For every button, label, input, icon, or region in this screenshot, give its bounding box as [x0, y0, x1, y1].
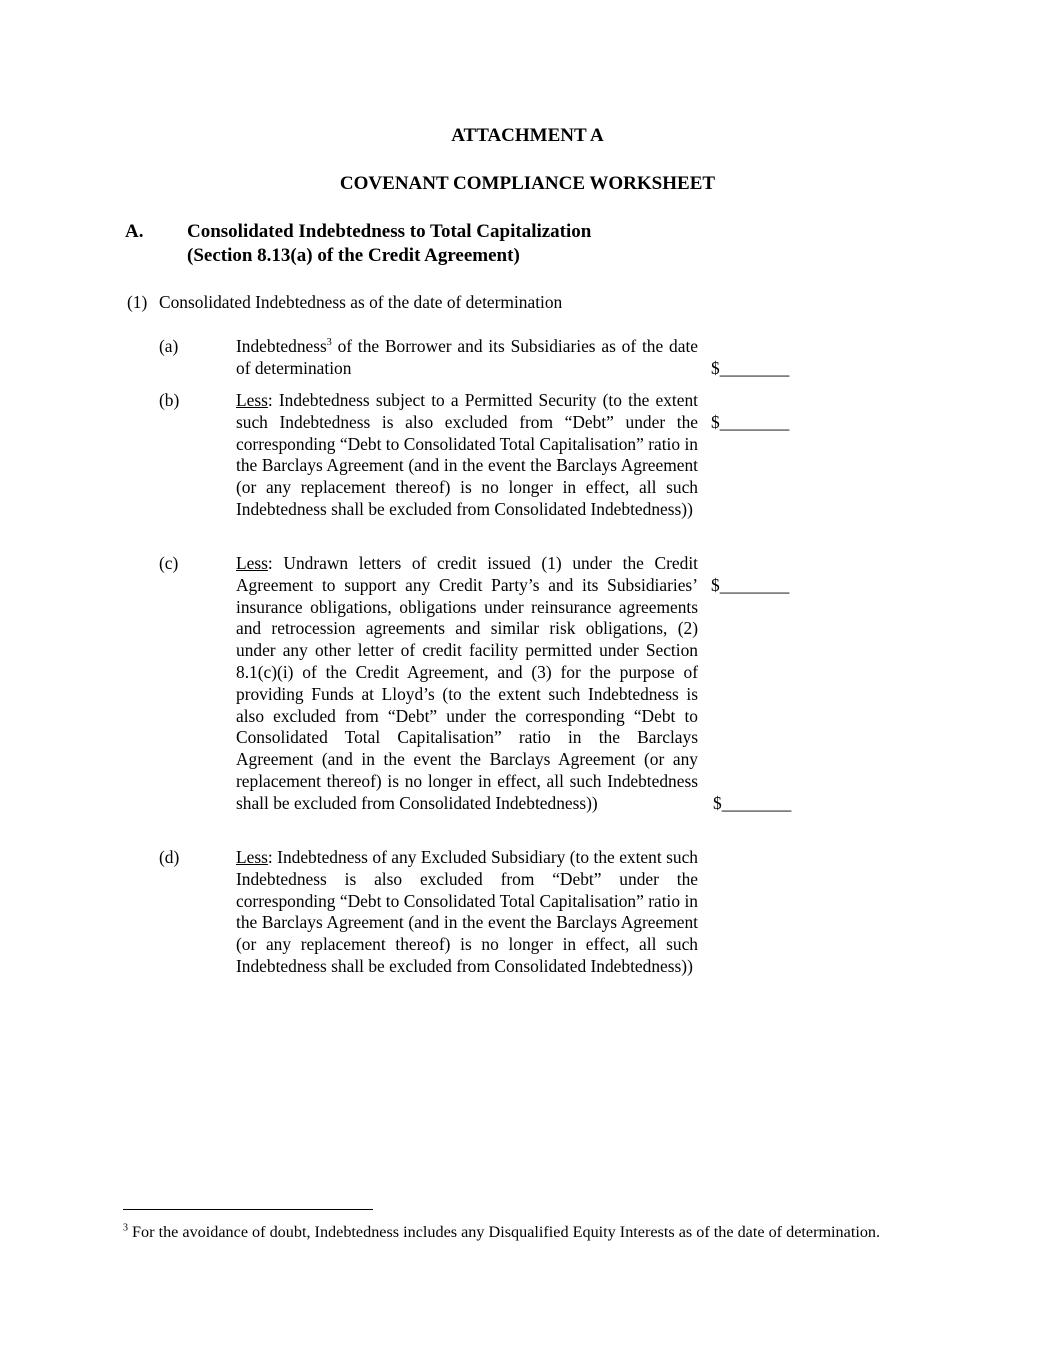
- section-heading-line2: (Section 8.13(a) of the Credit Agreement): [187, 245, 520, 266]
- section-letter: A.: [125, 221, 144, 242]
- subitem-c-amount-2: $________: [713, 793, 792, 813]
- subitem-c-text: [236, 553, 698, 815]
- section-heading-line1: Consolidated Indebtedness to Total Capitalization: [187, 221, 592, 242]
- subitem-c-less: Less: [236, 553, 268, 573]
- footnote-divider: [123, 1209, 373, 1210]
- footnote-ref-3: 3: [326, 337, 332, 349]
- subitem-d-body: : Indebtedness of any Excluded Subsidiary (to the extent such Indebtedness is also excluded from “Debt” under the corresponding “Debt to Consolidated Total Capitalisation” ratio in the Barclays Agreement (and in the event the Barclays Agreement (or any replacement thereof) is no longer in effect, all such Indebtedness shall be excluded from Consolidated Indebtedness)): [236, 847, 698, 976]
- subitem-d-label: (d): [159, 847, 180, 867]
- subitem-a-label: (a): [159, 336, 179, 356]
- subitem-b-text: [236, 390, 698, 521]
- subitem-a-body: of the Borrower and its Subsidiaries as of the date of determination: [236, 336, 698, 378]
- subitem-a-text: [236, 336, 698, 380]
- subitem-d-less: Less: [236, 847, 268, 867]
- subitem-b-less: Less: [236, 390, 268, 410]
- subitem-b-label: (b): [159, 390, 180, 410]
- worksheet-title: COVENANT COMPLIANCE WORKSHEET: [339, 173, 716, 194]
- subitem-c-body: : Undrawn letters of credit issued (1) under the Credit Agreement to support any Credit Party’s and its Subsidiaries’ insurance obligations, obligations under reinsurance agreements and retrocession agreements and similar risk obligations, (2) under any other letter of credit facility permitted under Section 8.1(c)(i) of the Credit Agreement, and (3) for the purpose of providing Funds at Lloyd’s (to the extent such Indebtedness is also excluded from “Debt” under the corresponding “Debt to Consolidated Total Capitalisation” ratio in the Barclays Agreement (and in the event the Barclays Agreement (or any replacement thereof) is no longer in effect, all such Indebtedness shall be excluded from Consolidated Indebtedness)): [236, 553, 698, 813]
- item-1-text: Consolidated Indebtedness as of the date of determination: [159, 292, 563, 312]
- subitem-d-text: [236, 847, 698, 978]
- subitem-c-amount: $________: [711, 575, 790, 595]
- attachment-heading: ATTACHMENT A: [451, 125, 604, 146]
- subitem-b-body: : Indebtedness subject to a Permitted Security (to the extent such Indebtedness is also excluded from “Debt” under the corresponding “Debt to Consolidated Total Capitalisation” ratio in the Barclays Agreement (and in the event the Barclays Agreement (or any replacement thereof) is no longer in effect, all such Indebtedness shall be excluded from Consolidated Indebtedness)): [236, 390, 698, 519]
- item-1-label: (1): [127, 292, 148, 312]
- subitem-a-amount: $________: [711, 358, 790, 378]
- footnote-number: 3: [123, 1222, 128, 1234]
- subitem-c-label: (c): [159, 553, 179, 573]
- footnote-text: For the avoidance of doubt, Indebtedness includes any Disqualified Equity Interests as of the date of determination.: [128, 1223, 881, 1241]
- footnote: [123, 1222, 880, 1244]
- subitem-a-term: Indebtedness: [236, 336, 327, 356]
- subitem-b-amount: $________: [711, 412, 790, 432]
